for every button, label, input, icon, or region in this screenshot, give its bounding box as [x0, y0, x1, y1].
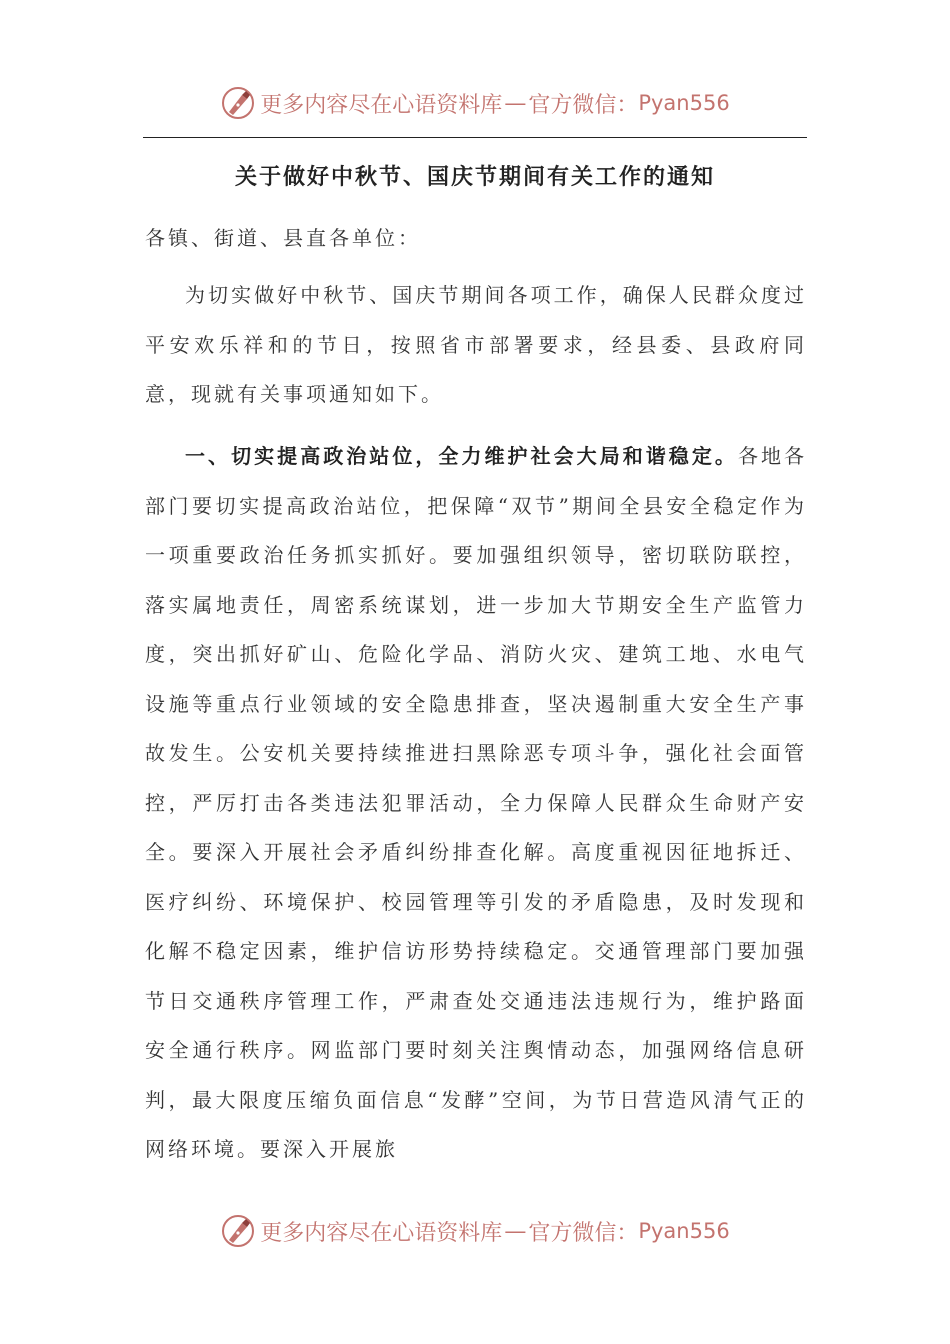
watermark-wechat-id: Pyan556: [638, 1219, 730, 1243]
paragraph-intro: [145, 271, 807, 420]
watermark-main-text: 更多内容尽在心语资料库: [260, 1220, 503, 1246]
watermark-dash: —: [504, 1218, 527, 1244]
watermark-wechat-label: 官方微信：: [528, 92, 639, 118]
paragraph-section-1: [145, 432, 807, 1175]
watermark-main-text: 更多内容尽在心语资料库: [260, 92, 503, 118]
footer-watermark: [0, 1211, 950, 1251]
document-title: 关于做好中秋节、国庆节期间有关工作的通知: [234, 164, 715, 190]
section-1-body: 各地各部门要切实提高政治站位，把保障“双节”期间全县安全稳定作为一项重要政治任务抓实抓好。要加强组织领导，密切联防联控，落实属地责任，周密系统谋划，进一步加大节期安全生产监管力度，突出抓好矿山、危险化学品、消防火灾、建筑工地、水电气设施等重点行业领域的安全隐患排查，坚决遏制重大安全生产事故发生。公安机关要持续推进扫黑除恶专项斗争，强化社会面管控，严厉打击各类违法犯罪活动，全力保障人民群众生命财产安全。要深入开展社会矛盾纠纷排查化解。高度重视因征地拆迁、医疗纠纷、环境保护、校园管理等引发的矛盾隐患，及时发现和化解不稳定因素，维护信访形势持续稳定。交通管理部门要加强节日交通秩序管理工作，严肃查处交通违法违规行为，维护路面安全通行秩序。网监部门要时刻关注舆情动态，加强网络信息研判，最大限度压缩负面信息“发酵”空间，为节日营造风清气正的网络环境。要深入开展旅: [145, 444, 808, 1161]
header-divider: [143, 137, 807, 138]
section-1-heading: 一、切实提高政治站位，全力维护社会大局和谐稳定。: [185, 444, 738, 468]
salutation: 各镇、街道、县直各单位：: [145, 226, 421, 250]
pen-nib-logo-icon: [220, 1213, 256, 1249]
watermark-wechat-id: Pyan556: [638, 91, 730, 115]
header-watermark: [0, 83, 950, 123]
watermark-dash: —: [504, 90, 527, 116]
watermark-wechat-label: 官方微信：: [528, 1220, 639, 1246]
paragraph-intro-text: 为切实做好中秋节、国庆节期间各项工作，确保人民群众度过平安欢乐祥和的节日，按照省市部署要求，经县委、县政府同意，现就有关事项通知如下。: [145, 283, 807, 406]
pen-nib-logo-icon: [220, 85, 256, 121]
